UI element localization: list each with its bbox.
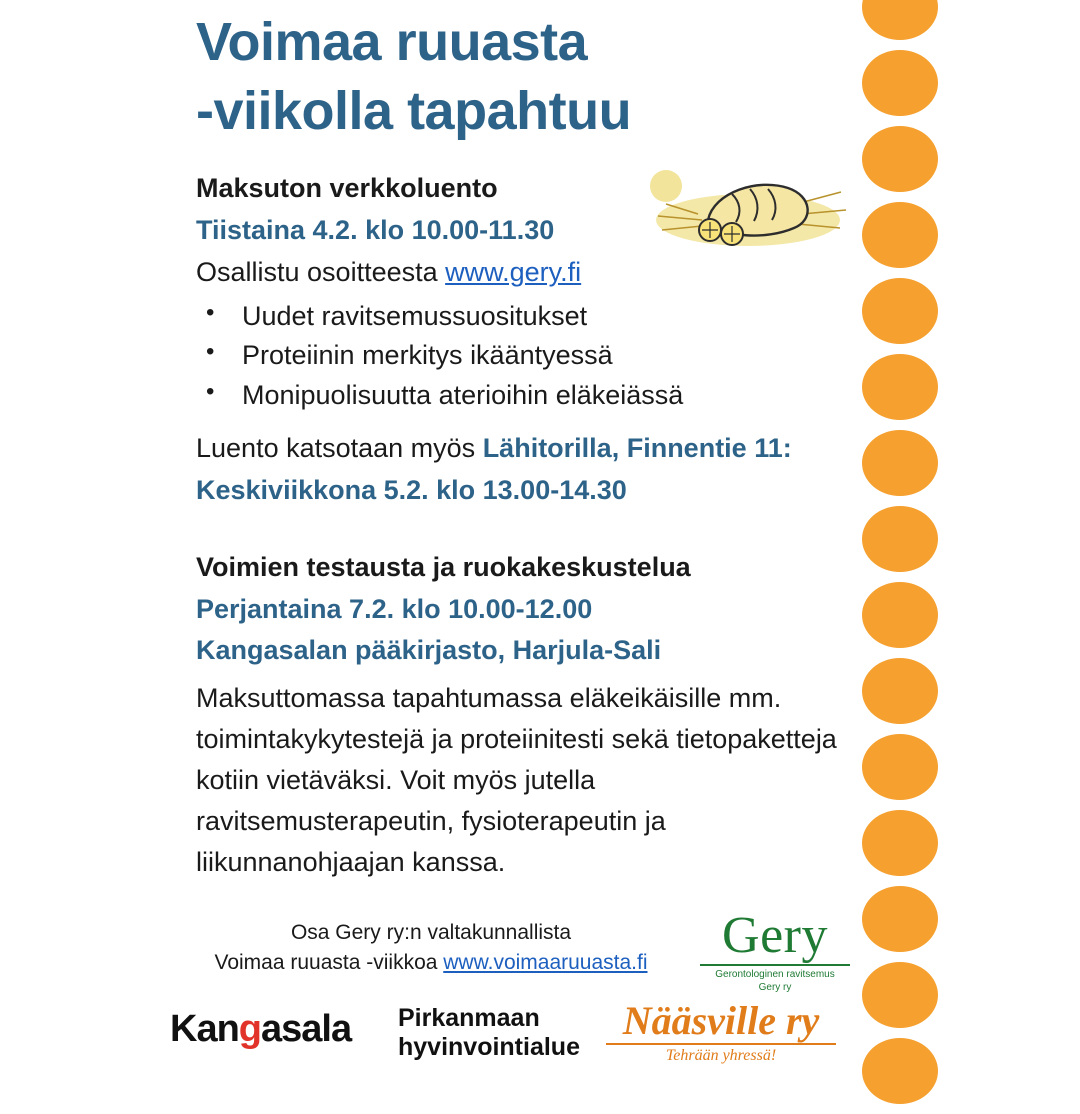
section2-body: Maksuttomassa tapahtumassa eläkeikäisille mm. toimintakykytestejä ja proteiinitesti sekä tietopaketteja kotiin vietäväksi. Voit myös jutella ravitsemusterapeutin, fysioterapeutin ja liikunnanohjaajan kanssa. (196, 683, 837, 878)
decorative-dot (862, 0, 938, 40)
title-line-2: -viikolla tapahtuu (196, 81, 632, 142)
section2-subheading: Perjantaina 7.2. klo 10.00-12.00 (196, 594, 593, 625)
credit-line-2 (176, 948, 686, 978)
section-verkkoluento (196, 172, 856, 509)
orange-dot-column (852, 0, 948, 1114)
decorative-dot (862, 354, 938, 420)
gery-logo-wordmark: Gery (722, 907, 828, 964)
decorative-dot (862, 582, 938, 648)
naasville-rule (606, 1043, 836, 1045)
decorative-dot (862, 278, 938, 344)
decorative-dot (862, 962, 938, 1028)
credit-line-1: Osa Gery ry:n valtakunnallista (290, 921, 572, 944)
pirkanmaa-logo (398, 1004, 580, 1062)
section1-intro-prefix: Osallistu osoitteesta (196, 257, 446, 288)
section1-note-time: Keskiviikkona 5.2. klo 13.00-14.30 (196, 475, 627, 506)
decorative-dot (862, 1038, 938, 1104)
decorative-dot (862, 50, 938, 116)
naasville-wordmark: Nääsville ry (622, 998, 820, 1043)
pirkanmaa-line-1: Pirkanmaan (398, 1004, 540, 1032)
section-spacer (196, 513, 856, 551)
section1-note-prefix: Luento katsotaan myös (196, 432, 483, 463)
section1-intro (196, 254, 856, 291)
gery-logo-rule (700, 964, 850, 966)
section2-heading: Voimien testausta ja ruokakeskustelua (196, 552, 691, 583)
gery-link[interactable]: www.gery.fi (445, 257, 582, 288)
kangasala-g: g (238, 1008, 262, 1050)
section2-location: Kangasalan pääkirjasto, Harjula-Sali (196, 635, 662, 666)
partner-logo-row (170, 998, 860, 1072)
gery-logo (700, 907, 850, 994)
decorative-dot (862, 658, 938, 724)
list-item: • Monipuolisuutta aterioihin eläkeiässä (196, 376, 856, 415)
decorative-dot (862, 506, 938, 572)
credit-block (176, 918, 686, 978)
decorative-dot (862, 202, 938, 268)
section1-subheading: Tiistaina 4.2. klo 10.00-11.30 (196, 214, 555, 245)
decorative-dot (862, 734, 938, 800)
page-title (196, 8, 856, 146)
list-item: • Uudet ravitsemussuositukset (196, 297, 856, 336)
kangasala-post: asala (261, 1008, 352, 1050)
decorative-dot (862, 126, 938, 192)
list-item: • Proteiinin merkitys ikääntyessä (196, 336, 856, 375)
voimaaruuasta-link[interactable]: www.voimaaruuasta.fi (443, 950, 648, 974)
gery-logo-subtitle-1: Gerontologinen ravitsemus (715, 969, 835, 980)
naasville-slogan: Tehrään yhressä! (665, 1047, 777, 1064)
section1-note-line1 (196, 429, 856, 467)
section1-bullet-list (196, 297, 856, 414)
naasville-logo (588, 1000, 854, 1065)
kangasala-logo (170, 1008, 351, 1051)
kangasala-pre: Kan (170, 1008, 239, 1050)
decorative-dot (862, 430, 938, 496)
gery-logo-subtitle-2: Gery ry (758, 981, 792, 993)
section1-note-line2 (196, 471, 856, 509)
credit-line-2-prefix: Voimaa ruuasta -viikkoa (214, 950, 444, 974)
section1-note-place: Lähitorilla, Finnentie 11: (482, 432, 792, 463)
poster-content (196, 8, 856, 887)
section1-heading: Maksuton verkkoluento (196, 173, 498, 204)
decorative-dot (862, 886, 938, 952)
pirkanmaa-line-2: hyvinvointialue (398, 1033, 580, 1061)
section-voimien-testaus (196, 551, 856, 883)
title-line-1: Voimaa ruuasta (196, 12, 588, 72)
decorative-dot (862, 810, 938, 876)
